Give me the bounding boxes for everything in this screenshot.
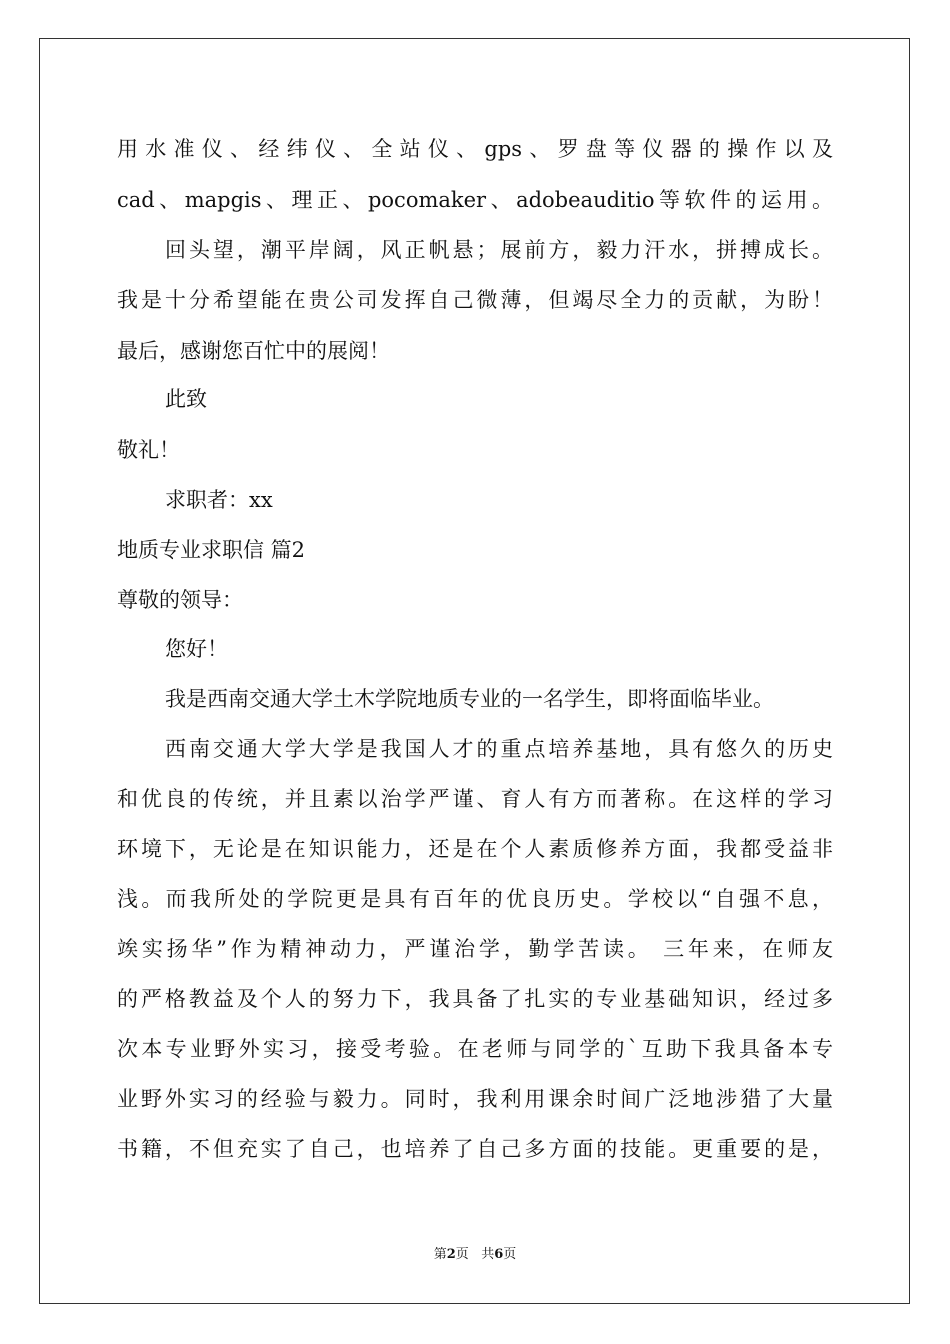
body-line-19: 次本专业野外实习，接受考验。在老师与同学的`互助下我具备本专 bbox=[117, 1037, 833, 1061]
footer-page-suffix: 页 bbox=[455, 1247, 469, 1262]
section-title: 地质专业求职信 篇2 bbox=[117, 538, 306, 562]
footer-total-suffix: 页 bbox=[503, 1247, 517, 1262]
body-line-18: 的严格教益及个人的努力下，我具备了扎实的专业基础知识，经过多 bbox=[117, 987, 833, 1011]
body-line-15: 环境下，无论是在知识能力，还是在个人素质修养方面，我都受益非 bbox=[117, 837, 833, 861]
body-line-1: 用水准仪、经纬仪、全站仪、gps、罗盘等仪器的操作以及 bbox=[117, 137, 833, 161]
footer-total-prefix: 共 bbox=[481, 1247, 495, 1262]
body-line-20: 业野外实习的经验与毅力。同时，我利用课余时间广泛地涉猎了大量 bbox=[117, 1087, 833, 1111]
body-line-14: 和优良的传统，并且素以治学严谨、育人有方而著称。在这样的学习 bbox=[117, 787, 833, 811]
body-line-12: 我是西南交通大学土木学院地质专业的一名学生，即将面临毕业。 bbox=[165, 687, 774, 711]
footer-total-number: 6 bbox=[494, 1247, 504, 1262]
closing-regards: 敬礼！ bbox=[117, 438, 180, 462]
signature-line: 求职者：xx bbox=[165, 488, 273, 512]
body-line-2: cad、mapgis、理正、pocomaker、adobeauditio等软件的运用。 bbox=[117, 188, 833, 212]
body-line-5: 最后，感谢您百忙中的展阅！ bbox=[117, 339, 390, 363]
body-line-3: 回头望，潮平岸阔，风正帆悬；展前方，毅力汗水，拼搏成长。 bbox=[165, 238, 833, 262]
footer-page-prefix: 第 bbox=[433, 1247, 447, 1262]
page-border bbox=[39, 38, 910, 1304]
closing-salutation: 此致 bbox=[165, 387, 207, 411]
body-line-13: 西南交通大学大学是我国人才的重点培养基地，具有悠久的历史 bbox=[165, 737, 833, 761]
greeting-recipient: 尊敬的领导： bbox=[117, 588, 243, 612]
body-line-16: 浅。而我所处的学院更是具有百年的优良历史。学校以“自强不息， bbox=[117, 887, 833, 911]
body-line-17: 竢实扬华”作为精神动力，严谨治学，勤学苦读。 三年来，在师友 bbox=[117, 937, 833, 961]
footer-page-number: 2 bbox=[446, 1247, 456, 1262]
page-footer bbox=[0, 1246, 950, 1264]
body-line-21: 书籍，不但充实了自己，也培养了自己多方面的技能。更重要的是， bbox=[117, 1137, 833, 1161]
body-line-4: 我是十分希望能在贵公司发挥自己微薄，但竭尽全力的贡献，为盼！ bbox=[117, 288, 833, 312]
greeting-hello: 您好！ bbox=[165, 637, 228, 661]
